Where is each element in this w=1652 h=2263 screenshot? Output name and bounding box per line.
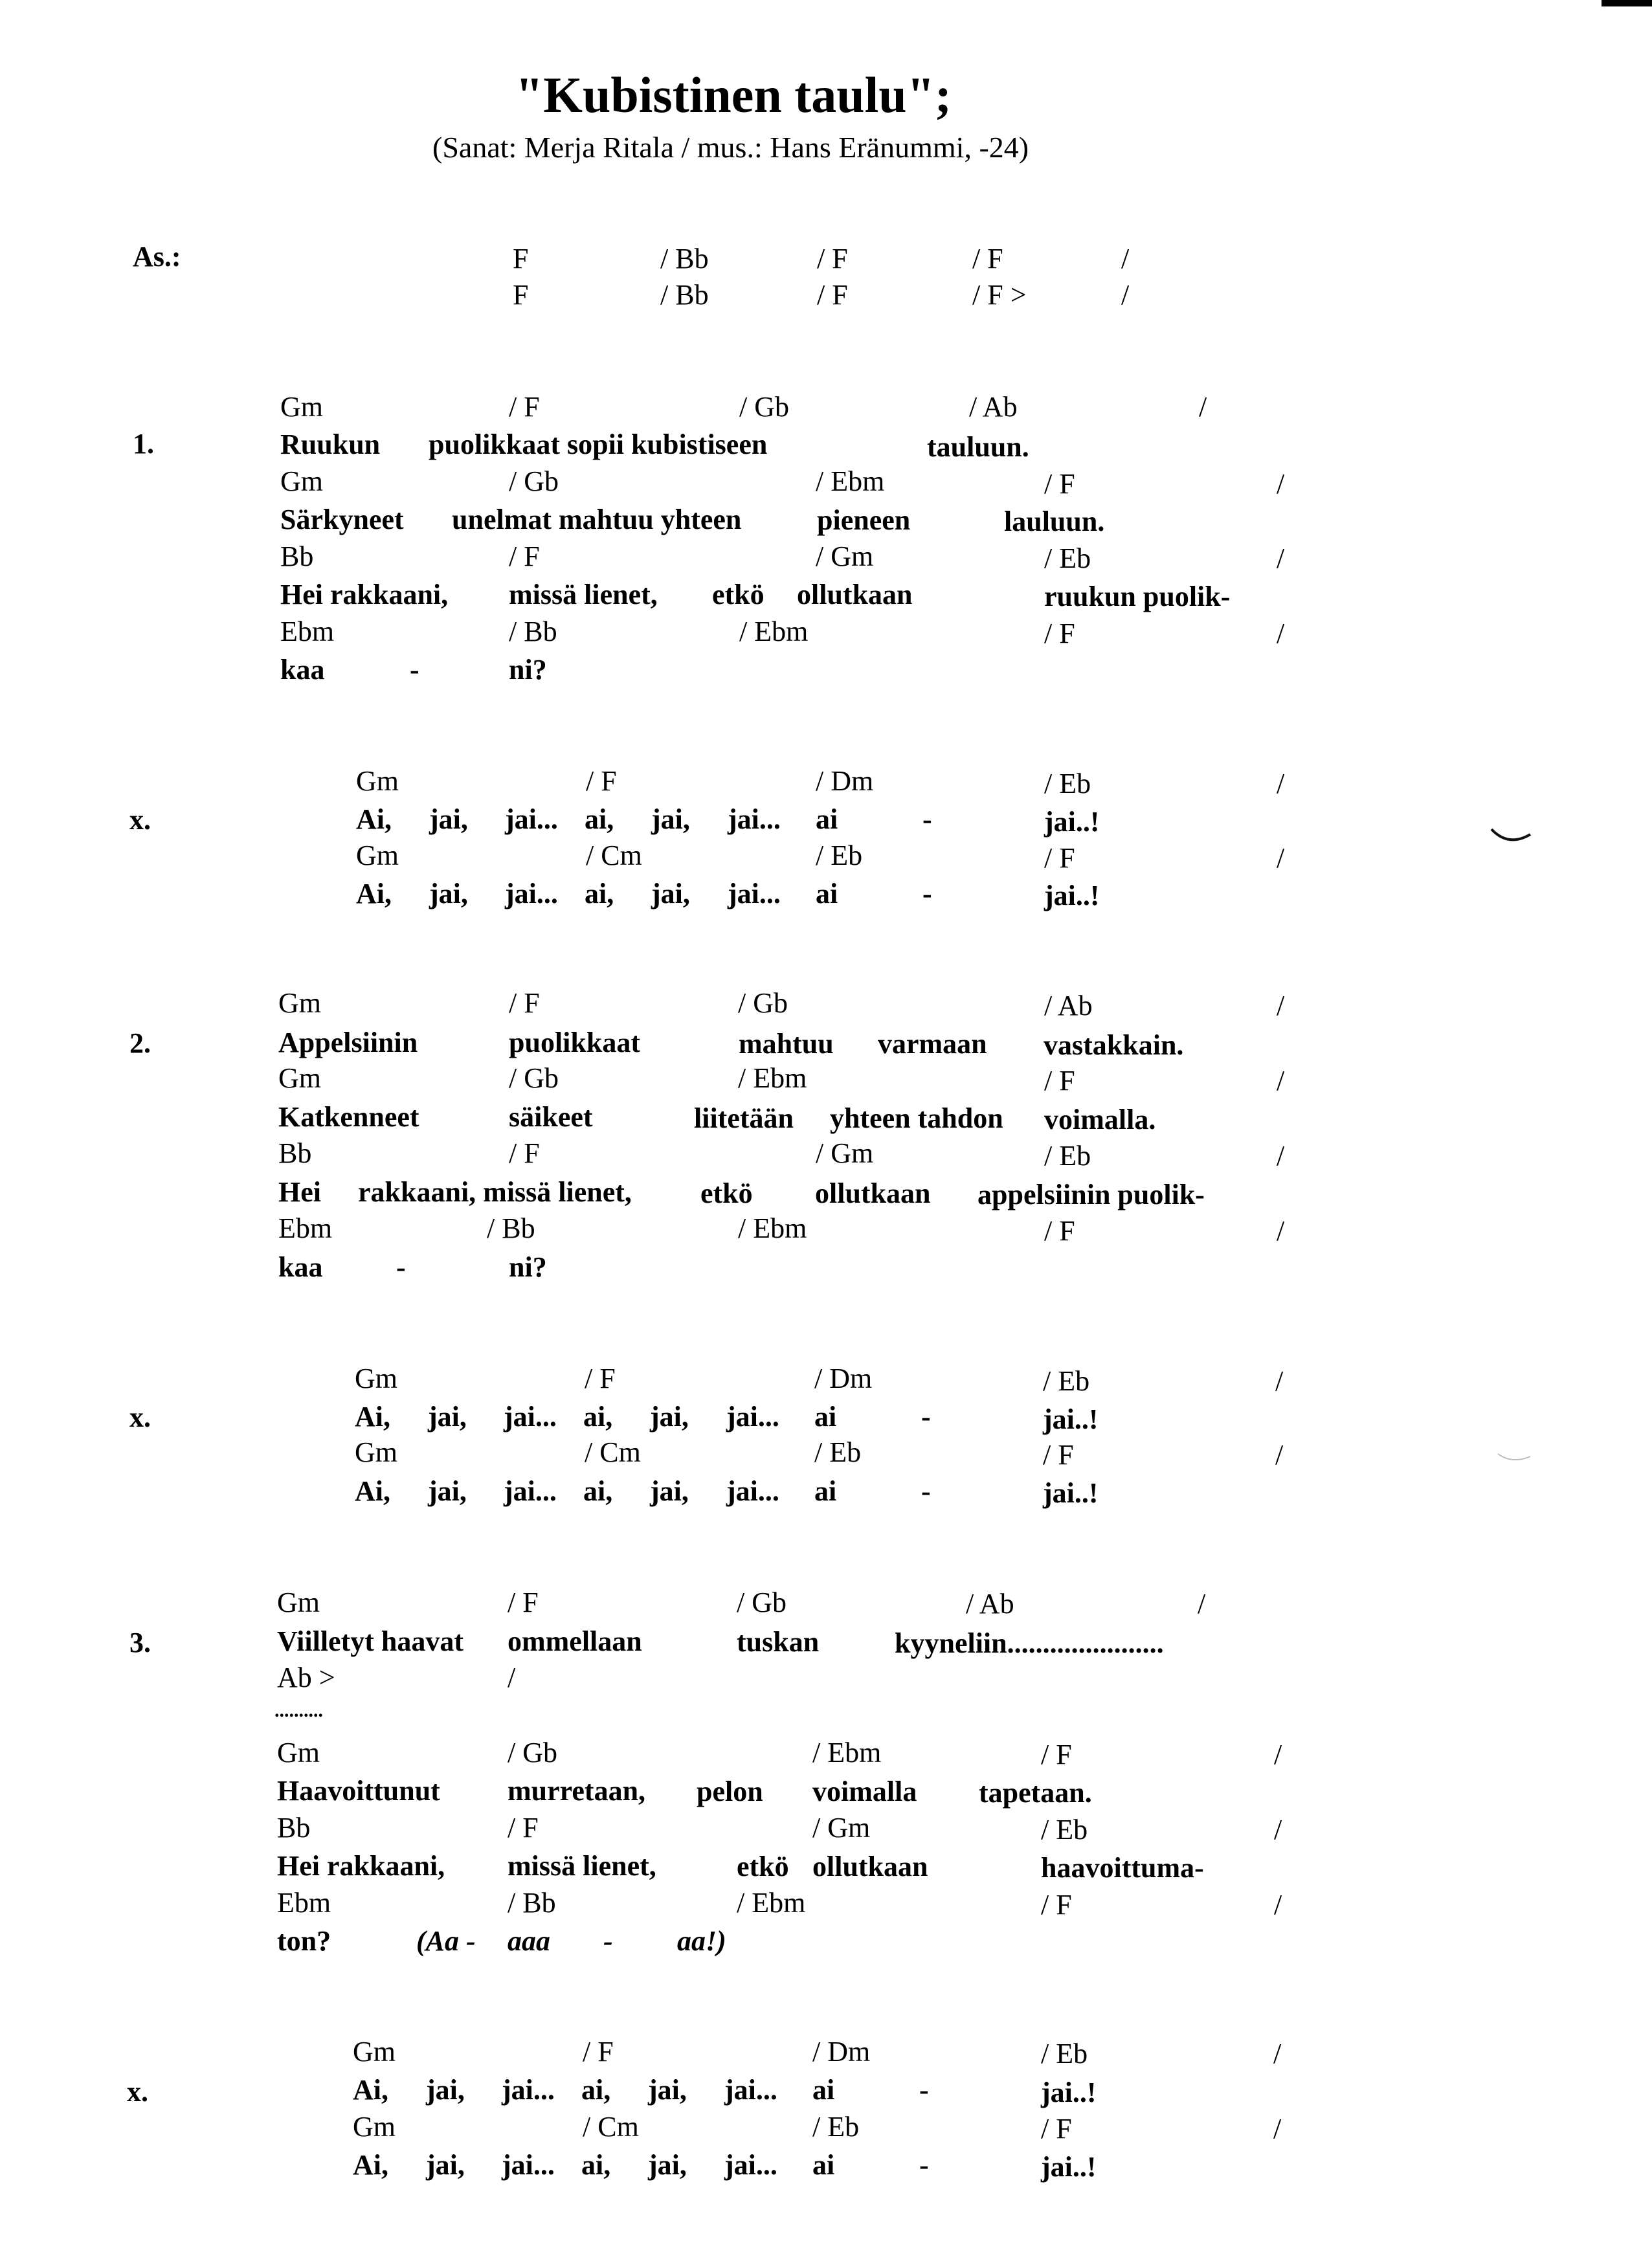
chord: / Eb <box>1043 1365 1090 1397</box>
lyric: missä lienet, <box>508 1850 656 1882</box>
chord: Bb <box>278 1137 312 1169</box>
chord: / Dm <box>812 2036 871 2068</box>
lyric: jai, <box>429 878 468 909</box>
chord: Gm <box>280 465 323 497</box>
chord: / F <box>1044 1065 1075 1097</box>
lyric: - <box>922 803 932 835</box>
lyric: ai <box>814 1401 837 1432</box>
lyric: jai, <box>648 2149 687 2181</box>
chord: / F <box>1044 618 1075 649</box>
lyric: jai..! <box>1041 2077 1097 2108</box>
bar-line: / <box>1275 1365 1284 1397</box>
bar-line: / <box>1277 990 1285 1021</box>
verse-label: 2. <box>129 1027 151 1059</box>
chord: / Ebm <box>816 465 885 497</box>
lyric: Hei rakkaani, <box>280 579 449 610</box>
lyric: jai, <box>651 878 690 909</box>
song-title: "Kubistinen taulu"; <box>515 67 952 123</box>
lyric: - <box>921 1475 931 1507</box>
bar-line: / <box>1273 2113 1282 2145</box>
chord: Gm <box>356 765 399 797</box>
bar-line: / <box>1277 1140 1285 1172</box>
lyric: lauluun. <box>1004 506 1105 537</box>
lyric: .......... <box>274 1700 323 1721</box>
chord: F <box>513 279 529 311</box>
chord: / F <box>1044 468 1075 500</box>
chord: / Cm <box>583 2111 639 2143</box>
lyric: Ai, <box>355 1475 390 1507</box>
lyric: ai, <box>581 2074 611 2106</box>
chord: Gm <box>278 987 321 1019</box>
scan-mark-arc <box>1495 1450 1534 1469</box>
chord: / Bb <box>487 1212 535 1244</box>
lyric: jai... <box>726 1475 779 1507</box>
chord: / F <box>1041 2113 1072 2145</box>
lyric: Ai, <box>355 1401 390 1432</box>
lyric: Katkenneet <box>278 1101 419 1133</box>
chord: / Eb <box>1041 1814 1088 1845</box>
bar-line: / <box>1277 468 1285 500</box>
chord: / Gm <box>812 1812 871 1844</box>
lyric: jai..! <box>1044 806 1100 838</box>
lyric: jai... <box>728 803 781 835</box>
chord: / Cm <box>586 840 642 871</box>
chord: / Eb <box>814 1436 862 1468</box>
chord: / Gm <box>816 541 874 572</box>
chord: / Ebm <box>738 1212 807 1244</box>
lyric: Haavoittunut <box>277 1775 440 1807</box>
bar-line: / <box>1199 391 1207 423</box>
chord: / F <box>583 2036 614 2068</box>
chord: / Eb <box>816 840 863 871</box>
chord: Gm <box>277 1737 320 1768</box>
lyric: etkö <box>700 1177 753 1209</box>
scan-mark-arc <box>1489 825 1534 851</box>
scan-edge-mark <box>1602 0 1652 6</box>
lyric: pelon <box>697 1776 763 1807</box>
lyric: kaa <box>278 1251 323 1283</box>
lyric: - <box>410 654 419 686</box>
chord: Gm <box>355 1436 397 1468</box>
lyric: jai, <box>648 2074 687 2106</box>
lyric: Viilletyt haavat <box>277 1625 463 1657</box>
chord: / F <box>509 541 540 572</box>
lyric: jai... <box>505 803 558 835</box>
chord: / F <box>508 1812 539 1844</box>
lyric: jai... <box>505 878 558 909</box>
bar-line: / <box>1273 2038 1282 2069</box>
chord: / F <box>509 987 540 1019</box>
lyric: tuskan <box>737 1626 820 1658</box>
lyric: yhteen tahdon <box>830 1102 1003 1134</box>
chord: Ebm <box>277 1887 331 1919</box>
chord: / Gb <box>737 1587 787 1618</box>
lyric: ai <box>814 1475 837 1507</box>
lyric: säikeet <box>509 1101 593 1133</box>
chorus-label: x. <box>129 804 151 836</box>
lyric: etkö <box>712 579 765 610</box>
lyric: Ai, <box>356 878 392 909</box>
lyric: ni? <box>509 1251 547 1283</box>
lyric: Ai, <box>353 2149 388 2181</box>
chord: F <box>513 243 529 274</box>
chord: / F <box>509 391 540 423</box>
lyric: aa!) <box>677 1925 726 1957</box>
lyric: ni? <box>509 654 547 686</box>
chord: / F <box>817 279 848 311</box>
lyric: ton? <box>277 1925 331 1957</box>
chord: / Cm <box>585 1436 641 1468</box>
bar-line: / <box>1277 542 1285 574</box>
lyric: voimalla. <box>1044 1104 1156 1135</box>
lyric: ai, <box>583 1401 613 1432</box>
chord: / F <box>586 765 617 797</box>
lyric: jai... <box>726 1401 779 1432</box>
lyric: Särkyneet <box>280 504 404 535</box>
verse-label: 3. <box>129 1627 151 1658</box>
lyric: - <box>919 2149 929 2181</box>
lyric: - <box>396 1251 406 1283</box>
bar-line: / <box>1274 1739 1282 1770</box>
lyric: ai <box>816 803 838 835</box>
lyric: ai <box>816 878 838 909</box>
chorus-label: x. <box>129 1401 151 1433</box>
lyric: unelmat mahtuu yhteen <box>452 504 742 535</box>
chord: / Bb <box>508 1887 556 1919</box>
lyric: mahtuu <box>739 1028 834 1060</box>
chord: / F <box>1043 1439 1074 1471</box>
bar-line: / <box>1274 1889 1282 1921</box>
lyric: ai, <box>583 1475 613 1507</box>
chord: / Bb <box>509 616 557 647</box>
lyric: jai..! <box>1041 2151 1097 2183</box>
chord: / F <box>509 1137 540 1169</box>
lyric: tauluun. <box>927 431 1029 463</box>
lyric: haavoittuma- <box>1041 1852 1204 1884</box>
bar-line: / <box>1121 279 1130 311</box>
lyric: jai, <box>426 2074 465 2106</box>
chord: Gm <box>280 391 323 423</box>
chord: / Ebm <box>737 1887 806 1919</box>
lyric: vastakkain. <box>1044 1029 1184 1061</box>
chord: / Bb <box>660 243 709 274</box>
song-credits: (Sanat: Merja Ritala / mus.: Hans Eränummi, -24) <box>432 131 1029 164</box>
lyric: Appelsiinin <box>278 1027 418 1058</box>
lyric: ommellaan <box>508 1625 642 1657</box>
bar-line: / <box>1198 1588 1206 1620</box>
chord: Gm <box>353 2036 396 2068</box>
chord: / Ebm <box>812 1737 882 1768</box>
chord: / Ab <box>966 1588 1014 1620</box>
chord: / Gb <box>509 1062 559 1094</box>
chord: Bb <box>280 541 314 572</box>
chord: / Gb <box>509 465 559 497</box>
chord: Gm <box>278 1062 321 1094</box>
bar-line: / <box>1274 1814 1282 1845</box>
chord: / Gb <box>738 987 788 1019</box>
chord: / Ab <box>1044 990 1093 1021</box>
lyric: liitetään <box>694 1102 794 1134</box>
chord: / F <box>817 243 848 274</box>
lyric: jai..! <box>1043 1477 1099 1509</box>
chord: / F <box>585 1363 616 1394</box>
bar-line: / <box>1277 618 1285 649</box>
chord: / F <box>1041 1739 1072 1770</box>
lyric: Hei <box>278 1176 321 1208</box>
chord: / Ebm <box>738 1062 807 1094</box>
lyric: (Aa - <box>416 1925 476 1957</box>
chord: Ebm <box>280 616 335 647</box>
chord: / Bb <box>660 279 709 311</box>
chord: Gm <box>356 840 399 871</box>
lyric: aaa <box>508 1925 550 1957</box>
chord: / F <box>508 1587 539 1618</box>
lyric: jai... <box>724 2074 777 2106</box>
lyric: etkö <box>737 1851 789 1882</box>
chord: / Ebm <box>739 616 809 647</box>
lyric: Ai, <box>353 2074 388 2106</box>
chord: / F <box>1044 842 1075 874</box>
lyric: tapetaan. <box>979 1777 1092 1809</box>
lyric: jai... <box>728 878 781 909</box>
lyric: jai, <box>428 1475 467 1507</box>
chord: / Ab <box>969 391 1018 423</box>
lyric: - <box>922 878 932 909</box>
chord: Bb <box>277 1812 311 1844</box>
lyric: - <box>603 1925 613 1957</box>
lyric: ai <box>812 2074 835 2106</box>
lyric: jai... <box>502 2149 555 2181</box>
bar-line: / <box>1277 842 1285 874</box>
chorus-label: x. <box>127 2076 148 2108</box>
lyric: jai, <box>429 803 468 835</box>
chord: / Gb <box>739 391 789 423</box>
chord: / Dm <box>814 1363 873 1394</box>
lyric: ai, <box>581 2149 611 2181</box>
chord: Ebm <box>278 1212 333 1244</box>
verse-label: 1. <box>133 428 154 460</box>
chord: Gm <box>355 1363 397 1394</box>
chord: / Gb <box>508 1737 557 1768</box>
bar-line: / <box>1277 1065 1285 1097</box>
lyric: jai, <box>428 1401 467 1432</box>
chord: / Eb <box>1044 542 1091 574</box>
lyric: ai, <box>585 803 614 835</box>
chord: Gm <box>277 1587 320 1618</box>
chord: / F <box>972 243 1003 274</box>
lyric: jai, <box>651 803 690 835</box>
chord: / F <box>1041 1889 1072 1921</box>
lyric: jai... <box>502 2074 555 2106</box>
lyric: ollutkaan <box>812 1851 928 1882</box>
lyric: pieneen <box>817 504 911 536</box>
lyric: kyyneliin...................... <box>895 1627 1164 1659</box>
chord: / Eb <box>812 2111 860 2143</box>
lyric: jai, <box>426 2149 465 2181</box>
lyric: jai, <box>650 1401 689 1432</box>
chord: / F <box>1044 1215 1075 1247</box>
lyric: ollutkaan <box>797 579 913 610</box>
lyric: voimalla <box>812 1776 917 1807</box>
lyric: rakkaani, missä lienet, <box>358 1176 632 1208</box>
lyric: Hei rakkaani, <box>277 1850 445 1882</box>
lyric: - <box>919 2074 929 2106</box>
lyric: puolikkaat <box>509 1027 640 1058</box>
bar-line: / <box>1121 243 1130 274</box>
chord: / Gm <box>816 1137 874 1169</box>
bar-line: / <box>1277 768 1285 799</box>
chord: Ab > <box>277 1662 335 1693</box>
bar-line: / <box>1275 1439 1284 1471</box>
lyric: ruukun puolik- <box>1044 581 1231 612</box>
chord: / F > <box>972 279 1027 311</box>
lyric: jai..! <box>1044 880 1100 911</box>
lyric: appelsiinin puolik- <box>977 1179 1205 1210</box>
lyric: Ai, <box>356 803 392 835</box>
lyric: ollutkaan <box>815 1177 931 1209</box>
chord: / Eb <box>1044 1140 1091 1172</box>
bar-line: / <box>1277 1215 1285 1247</box>
lyric: jai, <box>650 1475 689 1507</box>
chord: / Eb <box>1044 768 1091 799</box>
lyric: jai... <box>504 1401 557 1432</box>
chord: Gm <box>353 2111 396 2143</box>
lyric: missä lienet, <box>509 579 658 610</box>
lyric: murretaan, <box>508 1775 646 1807</box>
lyric: Ruukun <box>280 429 381 460</box>
chord: / Eb <box>1041 2038 1088 2069</box>
lyric: ai <box>812 2149 835 2181</box>
lyric: kaa <box>280 654 325 686</box>
lyric: - <box>921 1401 931 1432</box>
chord: / Dm <box>816 765 874 797</box>
lyric: jai... <box>504 1475 557 1507</box>
bar-line: / <box>508 1662 516 1693</box>
lyric: ai, <box>585 878 614 909</box>
lyric: jai... <box>724 2149 777 2181</box>
lyric: puolikkaat sopii kubistiseen <box>429 429 768 460</box>
intro-label: As.: <box>133 241 181 273</box>
lyric: jai..! <box>1043 1403 1099 1435</box>
lyric: varmaan <box>878 1028 987 1060</box>
